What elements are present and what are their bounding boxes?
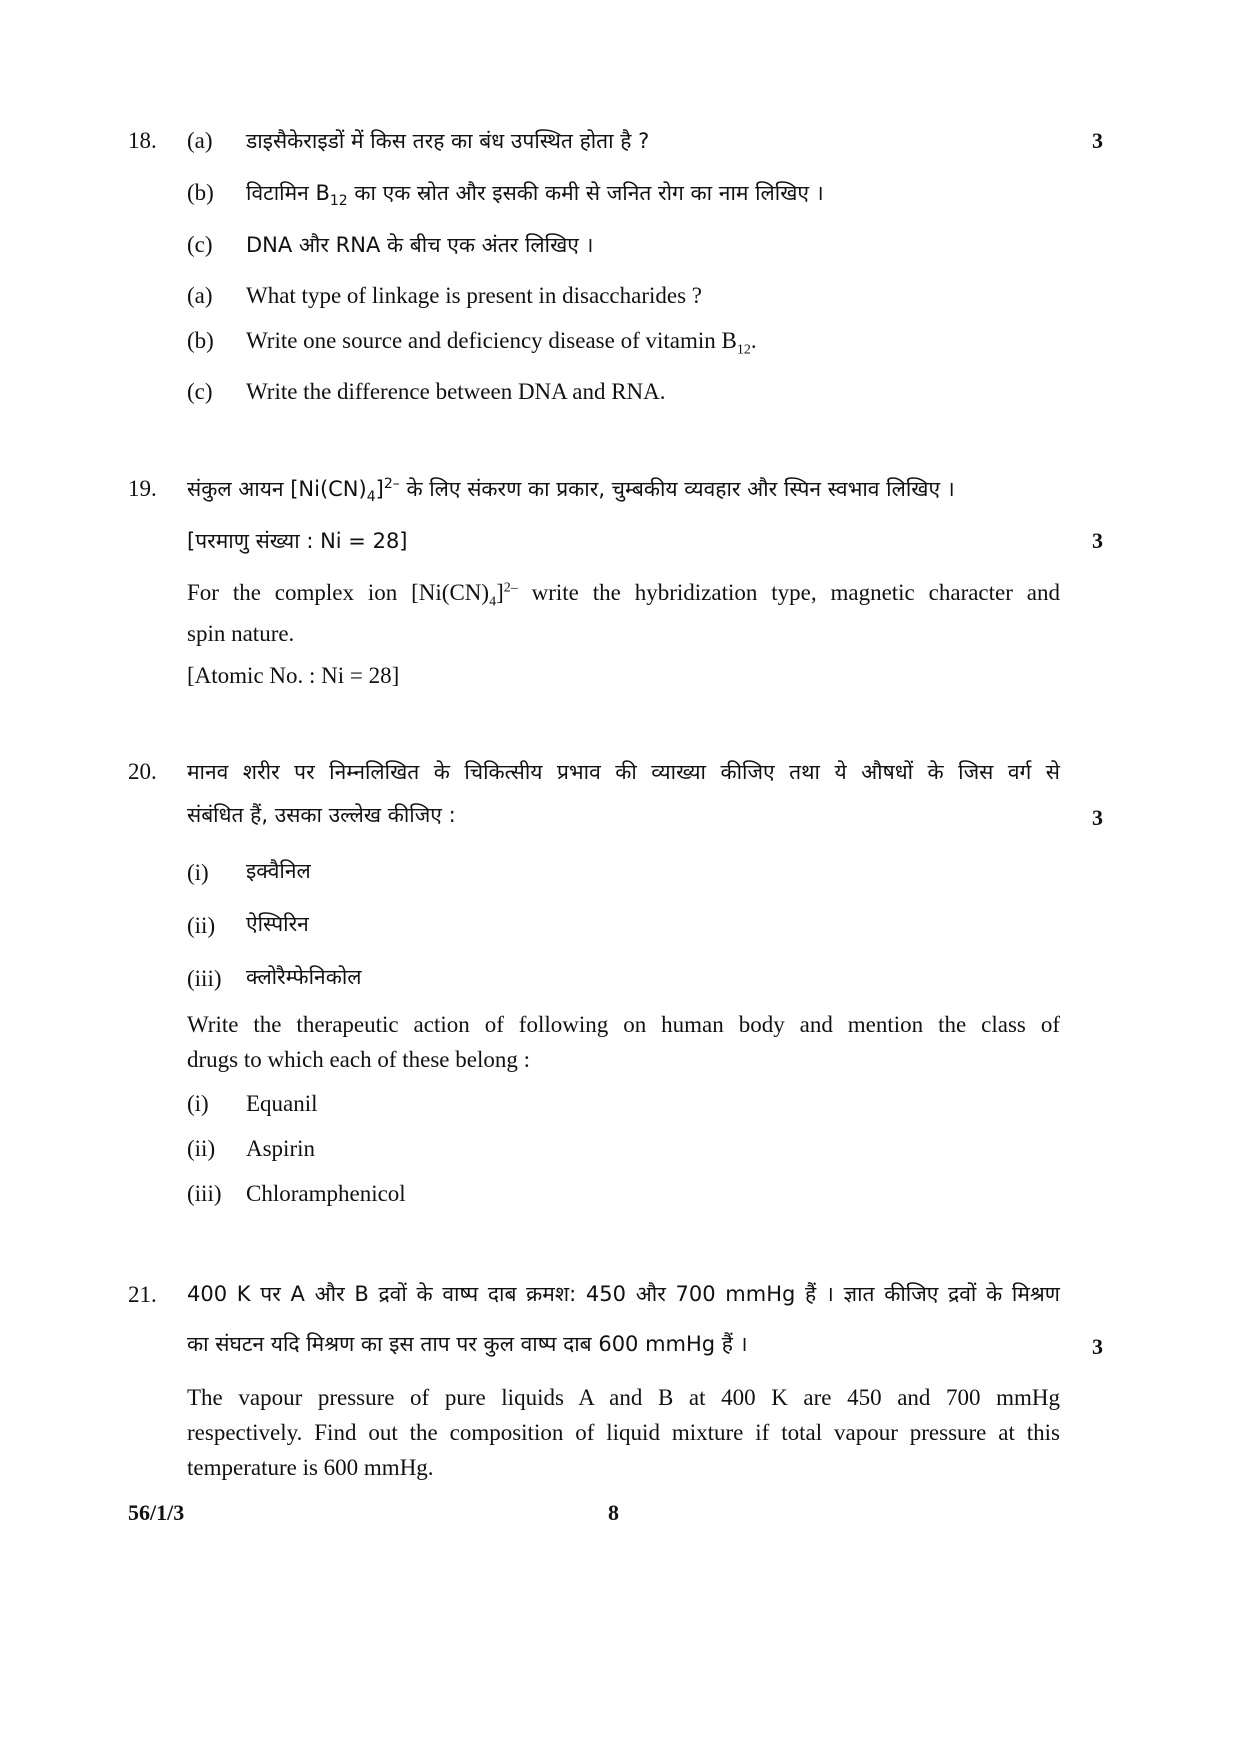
list-item-label: (ii) bbox=[187, 1136, 216, 1161]
hindi-question-text: मानव शरीर पर निम्नलिखित के चिकित्सीय प्रभाव की व्याख्या कीजिए तथा ये औषधों के जिस वर्ग से bbox=[187, 760, 1060, 784]
english-question-text: For the complex ion $[Ni(CN)_4]^{2-}$ write the hybridization type, magnetic character and bbox=[187, 580, 1060, 610]
list-item: इक्वैनिल bbox=[246, 859, 311, 883]
list-item-label: (iii) bbox=[187, 966, 222, 991]
english-question-text: drugs to which each of these belong : bbox=[187, 1047, 530, 1072]
list-item: Equanil bbox=[246, 1091, 318, 1116]
english-question-text: respectively. Find out the composition of liquid mixture if total vapour pressure at this bbox=[187, 1420, 1060, 1445]
hindi-question-text: संकुल आयन $[Ni(CN)_4]^{2-}$ के लिए संकरण का प्रकार, चुम्बकीय व्यवहार और स्पिन स्वभाव लिखिए । bbox=[187, 476, 955, 506]
question-number: 21. bbox=[128, 1282, 157, 1307]
sub-label: (b) bbox=[187, 180, 214, 205]
question-number: 19. bbox=[128, 476, 157, 501]
sub-label: (c) bbox=[187, 379, 213, 404]
sub-label: (b) bbox=[187, 328, 214, 353]
hindi-atomic-number: [परमाणु संख्या : Ni = 28] bbox=[187, 529, 408, 553]
hindi-question-text: डाइसैकेराइडों में किस तरह का बंध उपस्थित होता है ? bbox=[246, 129, 650, 153]
page-number: 8 bbox=[608, 1500, 619, 1525]
list-item: क्लोरैम्फेनिकोल bbox=[246, 965, 362, 989]
marks: 3 bbox=[1092, 528, 1103, 553]
hindi-question-text: DNA और RNA के बीच एक अंतर लिखिए । bbox=[246, 233, 594, 257]
question-number: 20. bbox=[128, 759, 157, 784]
english-question-text: The vapour pressure of pure liquids A and B at 400 K are 450 and 700 mmHg bbox=[187, 1385, 1060, 1410]
sub-label: (a) bbox=[187, 283, 213, 308]
sub-label: (a) bbox=[187, 128, 213, 153]
marks: 3 bbox=[1092, 128, 1103, 153]
list-item-label: (iii) bbox=[187, 1181, 222, 1206]
english-question-text: temperature is 600 mmHg. bbox=[187, 1455, 434, 1480]
hindi-question-text: विटामिन $B_{12}$ का एक स्रोत और इसकी कमी से जनित रोग का नाम लिखिए । bbox=[246, 181, 824, 210]
list-item-label: (i) bbox=[187, 860, 209, 885]
list-item-label: (i) bbox=[187, 1091, 209, 1116]
marks: 3 bbox=[1092, 1334, 1103, 1359]
hindi-question-text: का संघटन यदि मिश्रण का इस ताप पर कुल वाष्प दाब 600 mmHg हैं । bbox=[187, 1332, 748, 1356]
english-question-text: What type of linkage is present in disaccharides ? bbox=[246, 283, 703, 308]
marks: 3 bbox=[1092, 805, 1103, 830]
english-question-text: Write the difference between DNA and RNA. bbox=[246, 379, 666, 404]
list-item: ऐस्पिरिन bbox=[246, 912, 309, 936]
english-question-text: Write the therapeutic action of following on human body and mention the class of bbox=[187, 1012, 1060, 1037]
english-question-text: Write one source and deficiency disease of vitamin $B_{12}$. bbox=[246, 328, 757, 358]
list-item: Chloramphenicol bbox=[246, 1181, 406, 1206]
paper-code: 56/1/3 bbox=[128, 1500, 185, 1525]
english-atomic-number: [Atomic No. : Ni = 28] bbox=[187, 663, 400, 688]
hindi-question-text: संबंधित हैं, उसका उल्लेख कीजिए : bbox=[187, 803, 456, 827]
list-item-label: (ii) bbox=[187, 913, 216, 938]
hindi-question-text: 400 K पर A और B द्रवों के वाष्प दाब क्रमश: 450 और 700 mmHg हैं । ज्ञात कीजिए द्रवों के मिश्रण bbox=[187, 1282, 1060, 1306]
list-item: Aspirin bbox=[246, 1136, 315, 1161]
sub-label: (c) bbox=[187, 232, 213, 257]
question-number: 18. bbox=[128, 128, 157, 153]
english-question-text: spin nature. bbox=[187, 621, 295, 646]
